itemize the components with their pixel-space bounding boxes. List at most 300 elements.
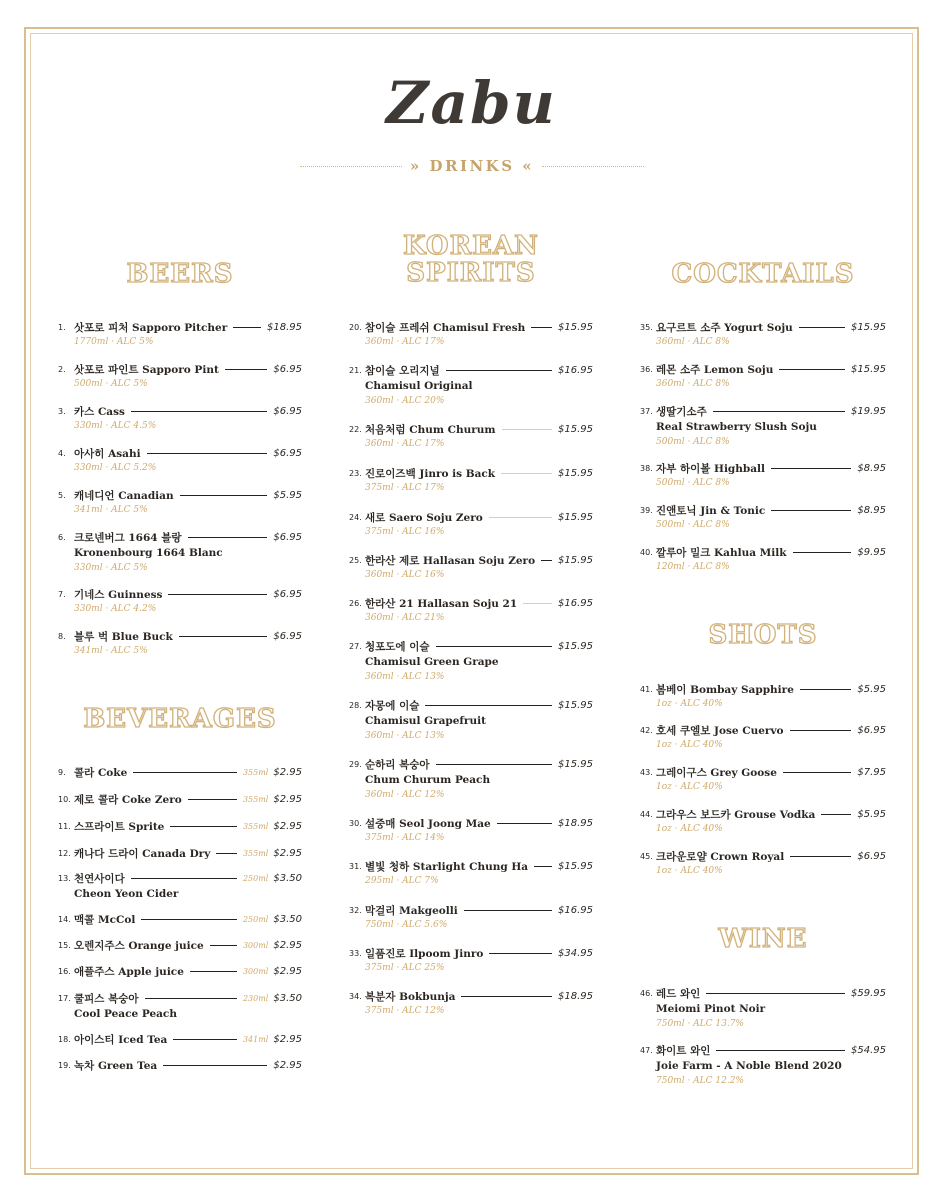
item-number: 35. — [640, 322, 653, 332]
section-title-beers: BEERS — [126, 259, 234, 289]
menu-item-row — [58, 487, 302, 503]
item-details: 1oz · ALC 40% — [656, 740, 723, 750]
item-name-english: Cheon Yeon Cider — [74, 888, 179, 900]
menu-item-row — [349, 815, 593, 831]
menu-item-row — [349, 902, 593, 918]
item-name: 크로넨버그 1664 블랑 — [74, 531, 182, 544]
item-price: $15.95 — [558, 511, 593, 523]
item-details: 750ml · ALC 5.6% — [365, 920, 448, 930]
item-details: 750ml · ALC 12.2% — [656, 1076, 744, 1086]
menu-item — [349, 697, 593, 743]
item-name: 별빛 청하 Starlight Chung Ha — [365, 860, 529, 873]
item-number: 21. — [349, 365, 362, 375]
menu-item-row — [58, 361, 302, 377]
item-number: 12. — [58, 848, 71, 858]
leader-line — [425, 705, 552, 706]
item-number: 22. — [349, 424, 362, 434]
item-name: 천연사이다 — [74, 872, 125, 885]
item-details: 375ml · ALC 16% — [365, 527, 445, 537]
item-price: $6.95 — [273, 405, 302, 417]
leader-line — [147, 453, 268, 454]
leader-line — [436, 764, 552, 765]
leader-line — [821, 814, 851, 815]
item-details: 360ml · ALC 16% — [365, 570, 445, 580]
menu-item-row — [58, 319, 302, 335]
menu-item — [58, 937, 302, 953]
menu-item-row — [58, 963, 302, 979]
item-number: 39. — [640, 505, 653, 515]
item-name: 아사히 Asahi — [74, 447, 141, 460]
item-name: 진로이즈백 Jinro is Back — [365, 467, 496, 480]
item-number: 8. — [58, 631, 66, 641]
item-details: 330ml · ALC 5% — [74, 563, 148, 573]
item-price: $3.50 — [273, 992, 302, 1004]
item-price: $15.95 — [558, 758, 593, 770]
leader-line — [180, 495, 268, 496]
leader-line — [771, 510, 851, 511]
item-price: $34.95 — [558, 947, 593, 959]
item-details: 330ml · ALC 4.5% — [74, 421, 157, 431]
menu-item — [58, 764, 302, 780]
item-details: 375ml · ALC 14% — [365, 833, 445, 843]
menu-item-row — [640, 764, 886, 780]
leader-line — [793, 552, 852, 553]
item-name: 청포도에 이슬 — [365, 640, 430, 653]
menu-item-row — [349, 421, 593, 437]
leader-line — [225, 369, 268, 370]
item-details: 360ml · ALC 20% — [365, 396, 445, 406]
menu-item — [640, 460, 886, 490]
item-details: 341ml · ALC 5% — [74, 505, 148, 515]
item-price: $15.95 — [558, 467, 593, 479]
item-details: 360ml · ALC 21% — [365, 613, 445, 623]
leader-line — [163, 1065, 267, 1066]
menu-item-row — [349, 362, 593, 378]
item-details: 1770ml · ALC 5% — [74, 337, 154, 347]
menu-item — [349, 858, 593, 888]
leader-line — [790, 856, 851, 857]
menu-item — [349, 902, 593, 932]
item-name: 새로 Saero Soju Zero — [365, 511, 483, 524]
item-name: 아이스티 Iced Tea — [74, 1033, 168, 1046]
section-title-beverages: BEVERAGES — [83, 704, 277, 734]
section-title-cocktails: COCKTAILS — [671, 259, 855, 289]
item-number: 32. — [349, 905, 362, 915]
item-name: 막걸리 Makgeolli — [365, 904, 458, 917]
item-name: 참이슬 프레쉬 Chamisul Fresh — [365, 321, 526, 334]
item-name: 요구르트 소주 Yogurt Soju — [656, 321, 793, 334]
menu-item-row — [349, 988, 593, 1004]
item-price: $7.95 — [857, 766, 886, 778]
item-number: 24. — [349, 512, 362, 522]
menu-item-row — [640, 502, 886, 518]
menu-item-row — [58, 990, 302, 1006]
menu-item — [58, 529, 302, 575]
menu-item-row — [58, 937, 302, 953]
item-details: 120ml · ALC 8% — [656, 562, 730, 572]
item-number: 2. — [58, 364, 66, 374]
section-title-korean-spirits-1: KOREAN — [403, 231, 539, 261]
item-number: 47. — [640, 1045, 653, 1055]
item-name: 봄베이 Bombay Sapphire — [656, 683, 794, 696]
menu-item-row — [640, 460, 886, 476]
menu-item-row — [349, 858, 593, 874]
menu-item — [640, 848, 886, 878]
menu-item-row — [640, 544, 886, 560]
menu-item-row — [349, 945, 593, 961]
item-price: $16.95 — [558, 364, 593, 376]
item-name-english: Joie Farm - A Noble Blend 2020 — [656, 1060, 842, 1072]
item-name: 애플주스 Apple juice — [74, 965, 184, 978]
menu-item — [640, 403, 886, 449]
item-number: 16. — [58, 966, 71, 976]
item-number: 41. — [640, 684, 653, 694]
item-name: 오렌지주스 Orange juice — [74, 939, 204, 952]
item-name: 한라산 21 Hallasan Soju 21 — [365, 597, 518, 610]
item-price: $15.95 — [558, 423, 593, 435]
menu-item-row — [58, 791, 302, 807]
item-number: 40. — [640, 547, 653, 557]
menu-item — [349, 319, 593, 349]
item-price: $16.95 — [558, 904, 593, 916]
item-name: 기네스 Guinness — [74, 588, 163, 601]
menu-item — [58, 990, 302, 1022]
item-price: $2.95 — [273, 766, 302, 778]
item-details: 375ml · ALC 12% — [365, 1006, 445, 1016]
item-number: 38. — [640, 463, 653, 473]
item-name: 캐네디언 Canadian — [74, 489, 174, 502]
column-left — [58, 0, 302, 1200]
menu-item-row — [640, 722, 886, 738]
item-name: 삿포로 파인트 Sapporo Pint — [74, 363, 219, 376]
menu-item — [349, 552, 593, 582]
item-name: 자부 하이볼 Highball — [656, 462, 766, 475]
menu-item-row — [58, 445, 302, 461]
item-name: 블루 벅 Blue Buck — [74, 630, 173, 643]
item-volume: 230ml — [242, 993, 269, 1003]
item-name: 일품진로 Ilpoom Jinro — [365, 947, 484, 960]
item-details: 360ml · ALC 13% — [365, 672, 445, 682]
item-details: 500ml · ALC 8% — [656, 520, 730, 530]
item-number: 46. — [640, 988, 653, 998]
column-right — [640, 0, 886, 1200]
leader-line — [534, 866, 552, 867]
item-price: $2.95 — [273, 793, 302, 805]
menu-item — [58, 870, 302, 902]
menu-item-row — [58, 628, 302, 644]
menu-item-row — [640, 806, 886, 822]
item-number: 29. — [349, 759, 362, 769]
item-price: $6.95 — [273, 630, 302, 642]
item-price: $59.95 — [851, 987, 886, 999]
section-title-wine: WINE — [718, 924, 808, 954]
menu-item — [349, 815, 593, 845]
leader-line — [188, 799, 237, 800]
item-name: 쿨피스 복숭아 — [74, 992, 139, 1005]
item-volume: 300ml — [242, 966, 269, 976]
item-details: 375ml · ALC 17% — [365, 483, 445, 493]
item-price: $15.95 — [851, 363, 886, 375]
menu-item — [640, 502, 886, 532]
item-volume: 250ml — [242, 914, 269, 924]
item-name-english: Meiomi Pinot Noir — [656, 1003, 766, 1015]
leader-line — [489, 517, 552, 518]
drinks-title: DRINKS — [429, 157, 515, 175]
leader-line — [446, 370, 552, 371]
item-name: 그레이구스 Grey Goose — [656, 766, 777, 779]
item-name: 레몬 소주 Lemon Soju — [656, 363, 774, 376]
item-name: 참이슬 오리지널 — [365, 364, 440, 377]
menu-item — [349, 421, 593, 451]
item-name: 캐나다 드라이 Canada Dry — [74, 847, 211, 860]
menu-item — [58, 361, 302, 391]
menu-item-row — [349, 465, 593, 481]
item-details: 360ml · ALC 17% — [365, 439, 445, 449]
menu-item — [349, 638, 593, 684]
item-name-english: Chamisul Grapefruit — [365, 715, 486, 727]
item-price: $15.95 — [558, 699, 593, 711]
item-number: 34. — [349, 991, 362, 1001]
item-price: $6.95 — [273, 447, 302, 459]
item-details: 341ml · ALC 5% — [74, 646, 148, 656]
menu-item-row — [640, 985, 886, 1001]
leader-line — [141, 919, 237, 920]
item-volume: 355ml — [242, 794, 269, 804]
menu-item — [640, 764, 886, 794]
menu-item — [349, 756, 593, 802]
item-details: 295ml · ALC 7% — [365, 876, 439, 886]
item-number: 15. — [58, 940, 71, 950]
left-mark: » — [409, 157, 422, 175]
menu-item-row — [349, 509, 593, 525]
item-price: $6.95 — [273, 363, 302, 375]
leader-line — [168, 594, 267, 595]
item-name: 순하리 복숭아 — [365, 758, 430, 771]
item-details: 360ml · ALC 12% — [365, 790, 445, 800]
leader-line — [783, 772, 851, 773]
item-name-english: Real Strawberry Slush Soju — [656, 421, 817, 433]
menu-item — [349, 945, 593, 975]
menu-item — [640, 319, 886, 349]
menu-item — [349, 509, 593, 539]
menu-item — [58, 963, 302, 979]
item-name-english: Kronenbourg 1664 Blanc — [74, 547, 223, 559]
item-price: $9.95 — [857, 546, 886, 558]
item-number: 45. — [640, 851, 653, 861]
menu-item — [58, 1031, 302, 1047]
leader-line — [173, 1039, 237, 1040]
item-volume: 300ml — [242, 940, 269, 950]
item-number: 27. — [349, 641, 362, 651]
leader-line — [131, 411, 267, 412]
menu-item-row — [349, 756, 593, 772]
item-price: $6.95 — [273, 531, 302, 543]
item-price: $6.95 — [857, 724, 886, 736]
item-number: 44. — [640, 809, 653, 819]
leader-line — [233, 327, 261, 328]
item-price: $18.95 — [558, 817, 593, 829]
menu-item — [640, 1042, 886, 1088]
item-name: 그라우스 보드카 Grouse Vodka — [656, 808, 816, 821]
leader-line — [210, 945, 237, 946]
item-number: 23. — [349, 468, 362, 478]
item-name: 스프라이트 Sprite — [74, 820, 165, 833]
item-details: 500ml · ALC 8% — [656, 437, 730, 447]
leader-line — [170, 826, 237, 827]
menu-item — [58, 845, 302, 861]
item-number: 19. — [58, 1060, 71, 1070]
item-number: 13. — [58, 873, 71, 883]
item-number: 5. — [58, 490, 66, 500]
leader-line — [489, 953, 552, 954]
item-number: 4. — [58, 448, 66, 458]
item-price: $6.95 — [857, 850, 886, 862]
menu-item-row — [58, 403, 302, 419]
item-number: 33. — [349, 948, 362, 958]
item-name: 생딸기소주 — [656, 405, 707, 418]
item-volume: 355ml — [242, 767, 269, 777]
item-details: 1oz · ALC 40% — [656, 866, 723, 876]
menu-item-row — [58, 764, 302, 780]
menu-item-row — [58, 529, 302, 545]
leader-line — [771, 468, 851, 469]
leader-line — [188, 537, 268, 538]
item-number: 6. — [58, 532, 66, 542]
menu-item-row — [349, 319, 593, 335]
item-details: 330ml · ALC 5.2% — [74, 463, 157, 473]
item-volume: 355ml — [242, 821, 269, 831]
right-mark: « — [522, 157, 535, 175]
item-number: 28. — [349, 700, 362, 710]
leader-line — [501, 473, 552, 474]
item-name: 자몽에 이슬 — [365, 699, 420, 712]
item-volume: 355ml — [242, 848, 269, 858]
item-details: 1oz · ALC 40% — [656, 699, 723, 709]
item-details: 750ml · ALC 13.7% — [656, 1019, 744, 1029]
item-price: $18.95 — [558, 990, 593, 1002]
menu-item-row — [58, 1057, 302, 1073]
item-number: 1. — [58, 322, 66, 332]
item-price: $2.95 — [273, 1033, 302, 1045]
section-title-shots: SHOTS — [708, 620, 818, 650]
leader-line — [464, 910, 552, 911]
menu-item-row — [640, 319, 886, 335]
menu-item — [640, 544, 886, 574]
item-number: 37. — [640, 406, 653, 416]
menu-item — [349, 988, 593, 1018]
item-number: 25. — [349, 555, 362, 565]
item-name-english: Chum Churum Peach — [365, 774, 491, 786]
item-details: 375ml · ALC 25% — [365, 963, 445, 973]
item-volume: 250ml — [242, 873, 269, 883]
leader-line — [800, 689, 851, 690]
section-title-korean-spirits-2: SPIRITS — [406, 258, 536, 288]
menu-item — [58, 1057, 302, 1073]
leader-line — [531, 327, 552, 328]
column-middle — [349, 0, 593, 1200]
item-price: $5.95 — [273, 489, 302, 501]
item-name: 복분자 Bokbunja — [365, 990, 456, 1003]
item-name: 화이트 와인 — [656, 1044, 711, 1057]
item-number: 7. — [58, 589, 66, 599]
menu-item-row — [349, 552, 593, 568]
item-volume: 341ml — [242, 1034, 269, 1044]
item-details: 360ml · ALC 8% — [656, 379, 730, 389]
item-number: 18. — [58, 1034, 71, 1044]
leader-line — [179, 636, 268, 637]
item-price: $18.95 — [267, 321, 302, 333]
item-number: 26. — [349, 598, 362, 608]
item-price: $2.95 — [273, 939, 302, 951]
item-details: 1oz · ALC 40% — [656, 824, 723, 834]
item-price: $2.95 — [273, 965, 302, 977]
item-price: $15.95 — [851, 321, 886, 333]
leader-line — [436, 646, 552, 647]
menu-item — [58, 818, 302, 834]
menu-item — [640, 985, 886, 1031]
item-number: 10. — [58, 794, 71, 804]
menu-item-row — [640, 361, 886, 377]
item-name: 카스 Cass — [74, 405, 125, 418]
item-number: 42. — [640, 725, 653, 735]
leader-line — [799, 327, 845, 328]
menu-item-row — [58, 1031, 302, 1047]
menu-item-row — [640, 681, 886, 697]
leader-line — [216, 853, 237, 854]
item-name-english: Chamisul Green Grape — [365, 656, 499, 668]
item-details: 360ml · ALC 8% — [656, 337, 730, 347]
item-price: $54.95 — [851, 1044, 886, 1056]
zabu-logo: Zabu — [386, 69, 557, 137]
item-price: $15.95 — [558, 321, 593, 333]
item-details: 500ml · ALC 8% — [656, 478, 730, 488]
item-number: 43. — [640, 767, 653, 777]
item-number: 17. — [58, 993, 71, 1003]
item-details: 360ml · ALC 17% — [365, 337, 445, 347]
leader-line — [133, 772, 237, 773]
item-price: $15.95 — [558, 640, 593, 652]
leader-line — [706, 993, 845, 994]
item-price: $16.95 — [558, 597, 593, 609]
menu-item-row — [58, 911, 302, 927]
menu-item-row — [58, 845, 302, 861]
item-price: $15.95 — [558, 554, 593, 566]
item-price: $3.50 — [273, 913, 302, 925]
menu-item — [58, 911, 302, 927]
item-name-english: Chamisul Original — [365, 380, 473, 392]
menu-item — [349, 362, 593, 408]
item-number: 9. — [58, 767, 66, 777]
menu-item — [58, 445, 302, 475]
item-details: 360ml · ALC 13% — [365, 731, 445, 741]
leader-line — [541, 560, 552, 561]
item-name: 처음처럼 Chum Churum — [365, 423, 496, 436]
item-name: 맥콜 McCol — [74, 913, 136, 926]
item-name: 레드 와인 — [656, 987, 701, 1000]
item-price: $5.95 — [857, 808, 886, 820]
item-price: $19.95 — [851, 405, 886, 417]
menu-item — [349, 465, 593, 495]
leader-line — [790, 730, 852, 731]
menu-item — [640, 722, 886, 752]
menu-item-row — [349, 697, 593, 713]
leader-line — [145, 998, 237, 999]
menu-item — [58, 403, 302, 433]
item-name: 제로 콜라 Coke Zero — [74, 793, 182, 806]
item-name: 삿포로 피처 Sapporo Pitcher — [74, 321, 228, 334]
item-price: $15.95 — [558, 860, 593, 872]
item-number: 31. — [349, 861, 362, 871]
